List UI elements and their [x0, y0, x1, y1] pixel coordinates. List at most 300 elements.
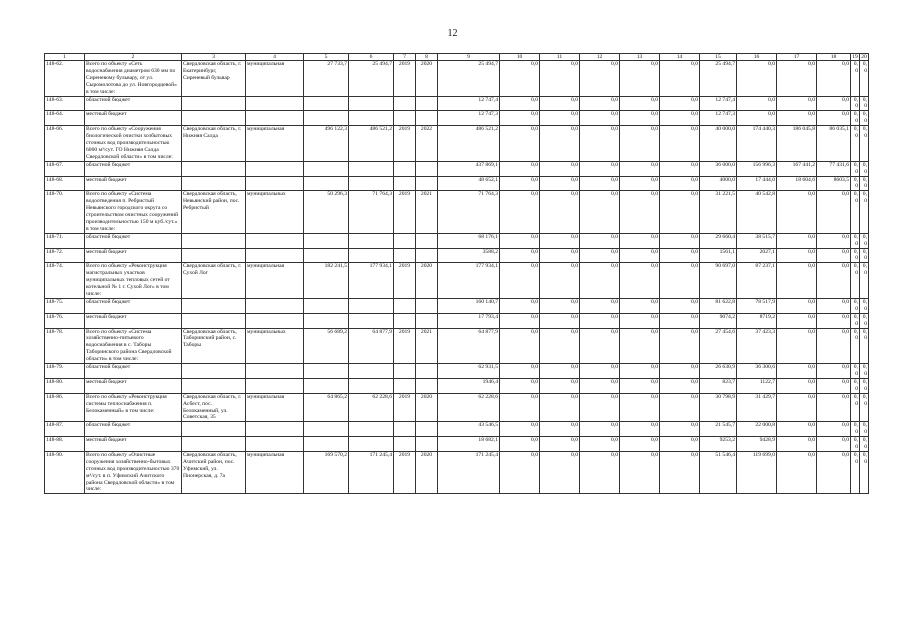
empty-cell	[182, 161, 246, 176]
value-cell: 0,0	[620, 393, 660, 422]
empty-cell	[246, 437, 304, 452]
value-cell: 0,0	[777, 263, 817, 299]
row-number: 148-86.	[45, 393, 85, 422]
value-cell: 0,0	[817, 451, 851, 493]
empty-cell	[304, 364, 349, 379]
budget-name: областной бюджет	[85, 233, 182, 248]
row-number: 148-67.	[45, 161, 85, 176]
value-cell: 0,0	[851, 393, 860, 422]
value-cell: 0,0	[860, 111, 869, 126]
empty-cell	[416, 378, 438, 393]
value-cell: 0,0	[851, 111, 860, 126]
value-cell: 0,0	[620, 233, 660, 248]
empty-cell	[182, 422, 246, 437]
value-cell: 0,0	[500, 451, 540, 493]
value-cell: 0,0	[580, 96, 620, 111]
empty-cell	[394, 378, 416, 393]
budget-name: местный бюджет	[85, 248, 182, 263]
total-cost: 71 764,3	[349, 191, 394, 233]
empty-cell	[304, 233, 349, 248]
column-number: 9	[438, 54, 500, 61]
empty-cell	[416, 161, 438, 176]
start-year: 2019	[394, 328, 416, 364]
value-cell: 0,0	[860, 328, 869, 364]
value-cell: 30 798,9	[700, 393, 737, 422]
value-cell: 0,0	[817, 298, 851, 313]
value-cell: 486 521,2	[438, 126, 500, 162]
value-cell: 0,0	[817, 313, 851, 328]
column-number: 14	[660, 54, 700, 61]
object-row	[45, 126, 869, 162]
value-cell: 0,0	[500, 298, 540, 313]
value-cell: 0,0	[540, 191, 580, 233]
end-year: 2021	[416, 328, 438, 364]
empty-cell	[394, 176, 416, 191]
value-cell: 37 423,3	[737, 328, 777, 364]
value-cell: 17 793,4	[438, 313, 500, 328]
value-cell: 0,0	[860, 96, 869, 111]
row-number: 148-68.	[45, 176, 85, 191]
value-cell: 0,0	[580, 328, 620, 364]
value-cell: 0,0	[580, 298, 620, 313]
budget-name: областной бюджет	[85, 96, 182, 111]
column-number: 18	[817, 54, 851, 61]
empty-cell	[394, 248, 416, 263]
total-cost: 486 521,2	[349, 126, 394, 162]
object-location: Свердловская область, Невьянский район, пос. Ребристый	[182, 191, 246, 233]
empty-cell	[304, 176, 349, 191]
object-location: Свердловская область, г. Сухой Лог	[182, 263, 246, 299]
row-number: 148-79.	[45, 364, 85, 379]
value-cell: 22 000,8	[737, 422, 777, 437]
value-cell: 62 931,5	[438, 364, 500, 379]
row-number: 148-64.	[45, 111, 85, 126]
empty-cell	[246, 161, 304, 176]
value-cell: 0,0	[851, 176, 860, 191]
value-cell: 0,0	[580, 451, 620, 493]
value-cell: 0,0	[540, 233, 580, 248]
value-cell: 0,0	[660, 161, 700, 176]
empty-cell	[246, 111, 304, 126]
budget-row	[45, 378, 869, 393]
value-cell: 0,0	[500, 61, 540, 97]
value-cell: 18 682,1	[438, 437, 500, 452]
value-cell: 0,0	[540, 126, 580, 162]
value-cell: 0,0	[540, 364, 580, 379]
value-cell: 78 517,9	[737, 298, 777, 313]
value-cell: 40 000,0	[700, 126, 737, 162]
end-year: 2020	[416, 61, 438, 97]
value-cell: 0,0	[777, 378, 817, 393]
row-number: 148-71.	[45, 233, 85, 248]
value-cell: 0,0	[580, 126, 620, 162]
value-cell: 26 630,9	[700, 364, 737, 379]
budget-name: областной бюджет	[85, 422, 182, 437]
value-cell: 0,0	[580, 233, 620, 248]
value-cell: 0,0	[660, 451, 700, 493]
budget-row	[45, 161, 869, 176]
value-cell: 0,0	[620, 126, 660, 162]
value-cell: 8719,2	[737, 313, 777, 328]
value-cell: 0,0	[777, 248, 817, 263]
budget-name: местный бюджет	[85, 176, 182, 191]
estimated-cost: 56 689,2	[304, 328, 349, 364]
value-cell: 0,0	[620, 161, 660, 176]
value-cell: 0,0	[620, 61, 660, 97]
start-year: 2019	[394, 126, 416, 162]
empty-cell	[394, 111, 416, 126]
value-cell: 25 494,7	[700, 61, 737, 97]
budget-row	[45, 111, 869, 126]
row-number: 148-76.	[45, 313, 85, 328]
empty-cell	[304, 378, 349, 393]
budget-row	[45, 96, 869, 111]
object-location: Свердловская область, г. Нижняя Салда	[182, 126, 246, 162]
value-cell: 0,0	[860, 313, 869, 328]
budget-name: областной бюджет	[85, 298, 182, 313]
value-cell: 0,0	[817, 248, 851, 263]
value-cell: 160 140,7	[438, 298, 500, 313]
empty-cell	[416, 176, 438, 191]
value-cell: 48 652,1	[438, 176, 500, 191]
value-cell: 0,0	[620, 96, 660, 111]
value-cell: 25 494,7	[438, 61, 500, 97]
value-cell: 0,0	[860, 61, 869, 97]
value-cell: 0,0	[860, 126, 869, 162]
object-row	[45, 393, 869, 422]
value-cell: 0,0	[817, 191, 851, 233]
empty-cell	[182, 248, 246, 263]
value-cell: 0,0	[777, 233, 817, 248]
value-cell: 27 454,6	[700, 328, 737, 364]
value-cell: 0,0	[620, 263, 660, 299]
start-year: 2019	[394, 61, 416, 97]
value-cell: 0,0	[817, 111, 851, 126]
value-cell: 0,0	[620, 328, 660, 364]
value-cell: 0,0	[817, 378, 851, 393]
row-number: 148-62.	[45, 61, 85, 97]
column-number: 15	[700, 54, 737, 61]
value-cell: 0,0	[851, 248, 860, 263]
object-location: Свердловская область, Таборинский район, с. Таборы	[182, 328, 246, 364]
empty-cell	[394, 437, 416, 452]
end-year: 2020	[416, 451, 438, 493]
empty-cell	[304, 248, 349, 263]
empty-cell	[182, 176, 246, 191]
empty-cell	[394, 364, 416, 379]
value-cell: 0,0	[540, 248, 580, 263]
row-number: 148-66.	[45, 126, 85, 162]
value-cell: 0,0	[860, 393, 869, 422]
value-cell: 0,0	[500, 328, 540, 364]
value-cell: 0,0	[817, 263, 851, 299]
value-cell: 38 515,7	[737, 233, 777, 248]
value-cell: 0,0	[580, 364, 620, 379]
value-cell: 0,0	[580, 248, 620, 263]
value-cell: 0,0	[500, 176, 540, 191]
value-cell: 0,0	[860, 451, 869, 493]
value-cell: 0,0	[500, 191, 540, 233]
value-cell: 4000,0	[700, 176, 737, 191]
empty-cell	[349, 233, 394, 248]
column-number: 4	[246, 54, 304, 61]
empty-cell	[182, 364, 246, 379]
budget-name: областной бюджет	[85, 364, 182, 379]
budget-row	[45, 437, 869, 452]
column-number: 10	[500, 54, 540, 61]
value-cell: 0,0	[540, 176, 580, 191]
empty-cell	[394, 298, 416, 313]
value-cell: 18 604,6	[777, 176, 817, 191]
value-cell: 0,0	[851, 422, 860, 437]
estimated-cost: 182 241,5	[304, 263, 349, 299]
total-cost: 177 934,1	[349, 263, 394, 299]
value-cell: 0,0	[851, 298, 860, 313]
row-number: 148-63.	[45, 96, 85, 111]
value-cell: 0,0	[620, 298, 660, 313]
empty-cell	[416, 248, 438, 263]
empty-cell	[394, 422, 416, 437]
object-name: Всего по объекту «Реконструкция магистральных участков муниципальных тепловых сетей от котельной № 1 г. Сухой Лог» в том числе:	[85, 263, 182, 299]
value-cell: 2027,1	[737, 248, 777, 263]
value-cell: 1946,4	[438, 378, 500, 393]
column-number: 7	[394, 54, 416, 61]
budget-row	[45, 313, 869, 328]
budget-name: местный бюджет	[85, 111, 182, 126]
value-cell: 0,0	[500, 422, 540, 437]
value-cell: 0,0	[860, 176, 869, 191]
empty-cell	[246, 378, 304, 393]
value-cell: 0,0	[817, 393, 851, 422]
start-year: 2019	[394, 451, 416, 493]
estimated-cost: 50 296,3	[304, 191, 349, 233]
page-number: 12	[447, 28, 458, 39]
empty-cell	[416, 437, 438, 452]
empty-cell	[246, 298, 304, 313]
value-cell: 0,0	[860, 437, 869, 452]
empty-cell	[349, 378, 394, 393]
empty-cell	[349, 437, 394, 452]
empty-cell	[349, 298, 394, 313]
row-number: 148-75.	[45, 298, 85, 313]
value-cell: 0,0	[660, 126, 700, 162]
empty-cell	[182, 233, 246, 248]
start-year: 2019	[394, 191, 416, 233]
value-cell: 0,0	[540, 328, 580, 364]
estimated-cost: 64 865,2	[304, 393, 349, 422]
value-cell: 0,0	[580, 161, 620, 176]
value-cell: 0,0	[860, 298, 869, 313]
value-cell: 0,0	[580, 393, 620, 422]
value-cell: 90 697,0	[700, 263, 737, 299]
row-number: 148-88.	[45, 437, 85, 452]
value-cell: 0,0	[500, 437, 540, 452]
value-cell: 0,0	[777, 364, 817, 379]
row-number: 148-78.	[45, 328, 85, 364]
value-cell: 0,0	[851, 233, 860, 248]
value-cell: 9074,2	[700, 313, 737, 328]
value-cell: 156 996,3	[737, 161, 777, 176]
value-cell: 0,0	[777, 298, 817, 313]
value-cell: 36 300,6	[737, 364, 777, 379]
value-cell: 167 441,2	[777, 161, 817, 176]
empty-cell	[416, 298, 438, 313]
value-cell: 0,0	[777, 111, 817, 126]
value-cell: 0,0	[620, 364, 660, 379]
value-cell: 0,0	[660, 298, 700, 313]
value-cell: 0,0	[540, 263, 580, 299]
value-cell: 0,0	[540, 393, 580, 422]
value-cell: 0,0	[660, 248, 700, 263]
value-cell: 0,0	[620, 191, 660, 233]
empty-cell	[394, 161, 416, 176]
value-cell: 0,0	[777, 393, 817, 422]
budget-row	[45, 176, 869, 191]
estimated-cost: 27 733,7	[304, 61, 349, 97]
empty-cell	[416, 233, 438, 248]
empty-cell	[182, 111, 246, 126]
end-year: 2020	[416, 263, 438, 299]
empty-cell	[349, 111, 394, 126]
empty-cell	[182, 378, 246, 393]
value-cell: 0,0	[851, 96, 860, 111]
empty-cell	[246, 176, 304, 191]
empty-cell	[394, 233, 416, 248]
value-cell: 0,0	[500, 263, 540, 299]
value-cell: 31 221,5	[700, 191, 737, 233]
value-cell: 81 622,8	[700, 298, 737, 313]
value-cell: 0,0	[580, 176, 620, 191]
value-cell: 0,0	[660, 176, 700, 191]
empty-cell	[304, 161, 349, 176]
value-cell: 12 747,3	[438, 111, 500, 126]
value-cell: 0,0	[540, 298, 580, 313]
empty-cell	[416, 111, 438, 126]
value-cell: 0,0	[540, 313, 580, 328]
ownership-form: муниципальная	[246, 126, 304, 162]
empty-cell	[349, 96, 394, 111]
value-cell: 9428,9	[737, 437, 777, 452]
empty-cell	[246, 422, 304, 437]
ownership-form: муниципальная	[246, 61, 304, 97]
empty-cell	[246, 96, 304, 111]
value-cell: 0,0	[817, 96, 851, 111]
value-cell: 0,0	[860, 233, 869, 248]
empty-cell	[182, 313, 246, 328]
value-cell: 0,0	[777, 422, 817, 437]
value-cell: 0,0	[500, 161, 540, 176]
object-location: Свердловская область, г. Екатеринбург, Сиреневый бульвар	[182, 61, 246, 97]
ownership-form: муниципальных	[246, 191, 304, 233]
row-number: 148-80.	[45, 378, 85, 393]
budget-name: местный бюджет	[85, 378, 182, 393]
value-cell: 9253,2	[700, 437, 737, 452]
empty-cell	[416, 422, 438, 437]
value-cell: 177 934,1	[438, 263, 500, 299]
value-cell: 0,0	[660, 61, 700, 97]
value-cell: 0,0	[580, 263, 620, 299]
value-cell: 0,0	[777, 328, 817, 364]
value-cell: 0,0	[540, 161, 580, 176]
value-cell: 8603,5	[817, 176, 851, 191]
empty-cell	[246, 248, 304, 263]
value-cell: 0,0	[777, 191, 817, 233]
value-cell: 0,0	[660, 378, 700, 393]
value-cell: 0,0	[860, 263, 869, 299]
budget-name: местный бюджет	[85, 313, 182, 328]
total-cost: 62 228,6	[349, 393, 394, 422]
budget-row	[45, 248, 869, 263]
value-cell: 0,0	[851, 364, 860, 379]
column-number: 2	[85, 54, 182, 61]
empty-cell	[416, 313, 438, 328]
start-year: 2019	[394, 263, 416, 299]
value-cell: 0,0	[851, 191, 860, 233]
ownership-form: муниципальная	[246, 451, 304, 493]
value-cell: 0,0	[660, 328, 700, 364]
value-cell: 71 764,3	[438, 191, 500, 233]
object-name: Всего по объекту «Очистные сооружения хозяйственно-бытовых сточных вод производительностью 370 м³/сут. в п. Уфимский Ачитского района Свердловской области» в том числе:	[85, 451, 182, 493]
value-cell: 0,0	[777, 451, 817, 493]
end-year: 2022	[416, 126, 438, 162]
value-cell: 0,0	[620, 378, 660, 393]
estimated-cost: 169 570,2	[304, 451, 349, 493]
value-cell: 0,0	[620, 248, 660, 263]
value-cell: 0,0	[620, 176, 660, 191]
value-cell: 0,0	[851, 161, 860, 176]
value-cell: 186 045,8	[777, 126, 817, 162]
budget-row	[45, 233, 869, 248]
value-cell: 0,0	[500, 111, 540, 126]
value-cell: 0,0	[500, 393, 540, 422]
value-cell: 0,0	[851, 313, 860, 328]
value-cell: 0,0	[660, 393, 700, 422]
value-cell: 0,0	[660, 364, 700, 379]
value-cell: 0,0	[851, 61, 860, 97]
value-cell: 3588,2	[438, 248, 500, 263]
value-cell: 12 747,4	[438, 96, 500, 111]
value-cell: 1561,1	[700, 248, 737, 263]
value-cell: 1122,7	[737, 378, 777, 393]
column-number: 19	[852, 54, 858, 60]
empty-cell	[349, 176, 394, 191]
value-cell: 0,0	[540, 61, 580, 97]
end-year: 2020	[416, 393, 438, 422]
total-cost: 64 877,9	[349, 328, 394, 364]
object-location: Свердловская область, г. Асбест, пос. Белокаменный, ул. Советская, 35	[182, 393, 246, 422]
value-cell: 0,0	[851, 378, 860, 393]
value-cell: 0,0	[817, 61, 851, 97]
value-cell: 0,0	[777, 96, 817, 111]
object-row	[45, 263, 869, 299]
value-cell: 43 546,5	[438, 422, 500, 437]
row-number: 148-87.	[45, 422, 85, 437]
value-cell: 17 444,0	[737, 176, 777, 191]
object-name: Всего по объекту «Система хозяйственно-питьевого водоснабжения в с. Таборы Таборинского района Свердловской области» в том числе:	[85, 328, 182, 364]
ownership-form: муниципальная	[246, 393, 304, 422]
value-cell: 0,0	[660, 191, 700, 233]
column-number: 20	[861, 54, 867, 60]
value-cell: 0,0	[660, 313, 700, 328]
object-row	[45, 61, 869, 97]
value-cell: 0,0	[540, 437, 580, 452]
value-cell: 0,0	[500, 364, 540, 379]
value-cell: 0,0	[580, 378, 620, 393]
value-cell: 0,0	[500, 248, 540, 263]
value-cell: 0,0	[777, 313, 817, 328]
empty-cell	[304, 313, 349, 328]
empty-cell	[349, 364, 394, 379]
